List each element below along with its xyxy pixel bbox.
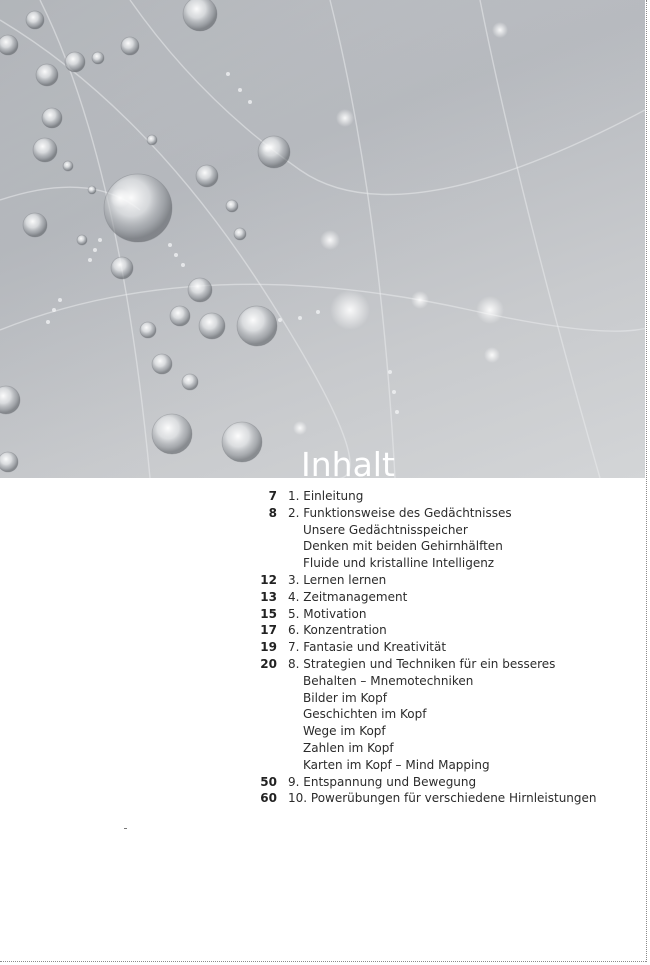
toc-entry-title: Wege im Kopf [303, 724, 386, 739]
toc-entry-title: Bilder im Kopf [303, 690, 387, 705]
toc-entry-title: Fluide und kristalline Intelligenz [303, 556, 495, 571]
toc-page-number: 8 [268, 505, 277, 520]
toc-entry-title: Karten im Kopf – Mind Mapping [303, 757, 490, 772]
toc-entry-title: 2. Funktionsweise des Gedächtnisses [288, 505, 512, 520]
toc-entry-title: 10. Powerübungen für verschiedene Hirnleistungen [288, 791, 597, 806]
toc-entry-title: 7. Fantasie und Kreativität [288, 640, 447, 655]
toc-entry-title: 3. Lernen lernen [288, 572, 387, 587]
toc-page-number: 50 [260, 774, 277, 789]
toc-entry-title: 4. Zeitmanagement [288, 589, 408, 604]
toc-entry-title: 9. Entspannung und Bewegung [288, 774, 477, 789]
toc-page-number: 13 [260, 589, 277, 604]
page-title: Inhalt [301, 445, 395, 478]
toc-entry-title: 6. Konzentration [288, 623, 387, 638]
toc-page-number: 7 [268, 489, 277, 503]
dewdrop-spiderweb-photo [0, 0, 645, 478]
toc-page-number: 19 [260, 640, 277, 655]
toc-entry-title: Zahlen im Kopf [303, 740, 394, 755]
toc-page-number: 15 [260, 606, 277, 621]
page-edge-bottom [0, 961, 646, 962]
toc-page-number: 60 [260, 791, 277, 806]
toc-entry-title: Behalten – Mnemotechniken [303, 673, 474, 688]
toc-entry-title: Denken mit beiden Gehirnhälften [303, 539, 503, 554]
toc-page-number: 20 [260, 656, 277, 671]
toc-entry-title: 5. Motivation [288, 606, 367, 621]
toc-entry-title: 8. Strategien und Techniken für ein besseres [288, 656, 556, 671]
photo-drawing [0, 0, 645, 478]
toc-page-number: 12 [260, 572, 277, 587]
toc-page-number: 17 [260, 623, 277, 638]
scan-speck [124, 828, 127, 829]
toc-entry-title: 1. Einleitung [288, 489, 364, 503]
toc-entry-title: Unsere Gedächtnisspeicher [303, 522, 468, 537]
toc-entry-title: Geschichten im Kopf [303, 707, 427, 722]
page-edge-right [646, 0, 647, 962]
